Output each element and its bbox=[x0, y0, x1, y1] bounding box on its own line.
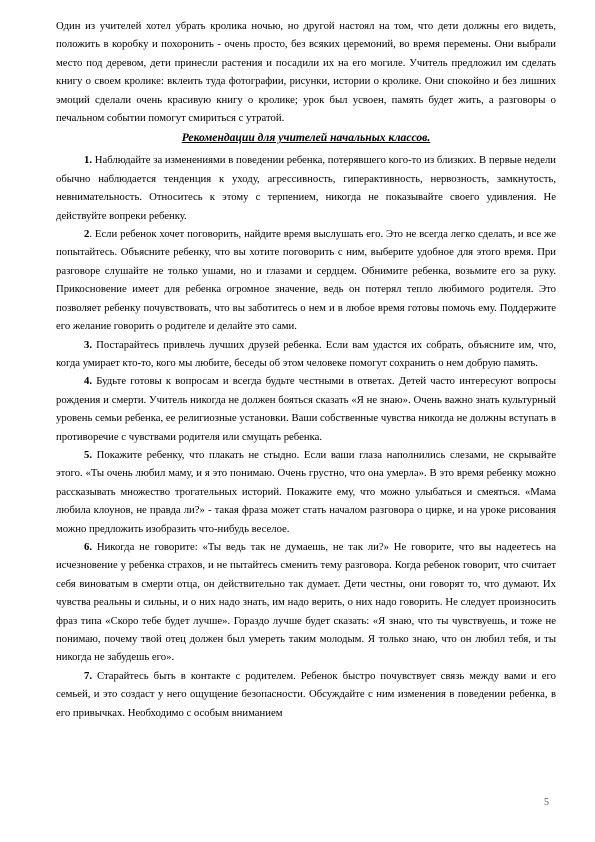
item-number: 6. bbox=[84, 540, 93, 553]
item-text: Постарайтесь привлечь лучших друзей ребенка. Если вам удастся их собрать, объясните им, что, когда умирает кто-то, кого мы любите, беседы об этом человеке помогут сохранить о нем добрую память. bbox=[56, 338, 556, 369]
item-number: 1. bbox=[84, 154, 93, 167]
item-number: 3. bbox=[84, 338, 93, 351]
item-text: . Если ребенок хочет поговорить, найдите время выслушать его. Это не всегда легко сделать, и все же попытайтесь. Объясните ребенку, что вы хотите поговорить с ним, выберите удобное для этого время. При разговоре слушайте не только ушами, но и глазами и сердцем. Обнимите ребенка, возьмите его за руку. Прикосновение имеет для ребенка огромное значение, ведь он потерял тепло любимого родителя. Это позволяет ребенку почувствовать, что вы заботитесь о нем и в любое время готовы помочь ему. Поддержите его желание говорить о родителе и делайте это сами. bbox=[56, 228, 556, 333]
intro-paragraph: Один из учителей хотел убрать кролика ночью, но другой настоял на том, что дети должны его видеть, положить в коробку и похоронить - очень просто, без всяких церемоний, во время перемены. Они выбрали место под деревом, дети принесли растения и посадили их на его могиле. Учитель предложил им сделать книгу о своем кролике: вклеить туда фотографии, рисунки, истории о кролике. Они спокойно и без лишних эмоций сделали очень красивую книгу о кролике; урок был усвоен, память будет жить, а разговоры о печальном событии помогут смириться с утратой. bbox=[56, 20, 556, 125]
recommendation-item-2 bbox=[56, 225, 556, 335]
recommendation-item-3 bbox=[56, 336, 556, 373]
item-text: Покажите ребенку, что плакать не стыдно. Если ваши глаза наполнились слезами, не скрывайте этого. «Ты очень любил маму, и я это понимаю. Очень грустно, что она умерла». В это время ребенку можно рассказывать множество трогательных историй. Покажите ему, что можно улыбаться и смеяться. «Мама любила клоунов, не правда ли?» - такая фраза может стать началом разговора о цирке, и на уроке рисования можно предложить изобразить что-нибудь веселое. bbox=[56, 448, 556, 535]
item-text: Будьте готовы к вопросам и всегда будьте честными в ответах. Детей часто интересуют вопросы рождения и смерти. Учитель никогда не должен бояться сказать «Я не знаю». Очень важно знать культурный уровень семьи ребенка, ее религиозные установки. Ваши собственные чувства никогда не должны вступать в противоречие с чувствами родителя или смущать ребенка. bbox=[56, 375, 556, 443]
recommendation-item-1 bbox=[56, 151, 556, 225]
recommendation-item-7 bbox=[56, 667, 556, 722]
item-text: Старайтесь быть в контакте с родителем. Ребенок быстро почувствует связь между вами и его семьей, и это создаст у него ощущение безопасности. Обсуждайте с ним изменения в поведении ребенка, в его привычках. Необходимо с особым вниманием bbox=[56, 669, 556, 719]
item-number: 7. bbox=[84, 669, 93, 682]
document-body bbox=[56, 17, 556, 722]
page-number: 5 bbox=[544, 797, 549, 808]
recommendation-item-4 bbox=[56, 372, 556, 446]
recommendation-item-5 bbox=[56, 446, 556, 538]
section-heading: Рекомендации для учителей начальных классов. bbox=[181, 131, 431, 145]
item-text: Никогда не говорите: «Ты ведь так не думаешь, не так ли?» Не говорите, что вы надеетесь на исчезновение у ребенка страхов, и не пытайтесь сменить тему разговора. Когда ребенок говорит, что считает себя виноватым в смерти отца, он действительно так думает. Дети честны, они говорят то, что думают. Их чувства реальны и сильны, и о них надо знать, им надо верить, о них надо говорить. Не следует произносить фраз типа «Скоро тебе будет лучше». Гораздо лучше будет сказать: «Я знаю, что ты чувствуешь, и тоже не понимаю, почему твой отец должен был умереть таким молодым. Я только знаю, что он любил тебя, и ты никогда не забудешь его». bbox=[56, 540, 556, 664]
item-number: 5. bbox=[84, 448, 93, 461]
item-number: 2 bbox=[84, 228, 90, 241]
recommendation-item-6 bbox=[56, 538, 556, 667]
item-text: Наблюдайте за изменениями в поведении ребенка, потерявшего кого-то из близких. В первые недели обычно наблюдается тенденция к уходу, агрессивность, гиперактивность, нервозность, замкнутость, невнимательность. Относитесь к этому с терпением, никогда не показывайте своего удивления. Не действуйте вопреки ребенку. bbox=[56, 154, 556, 222]
item-number: 4. bbox=[84, 375, 93, 388]
